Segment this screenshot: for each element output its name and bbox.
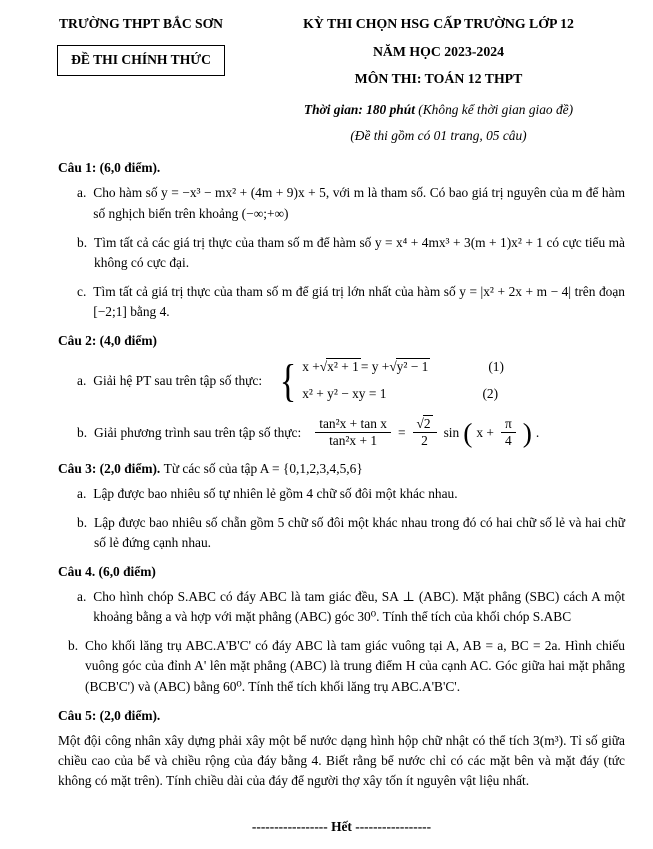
cau3-item-b: [58, 513, 625, 553]
sqrt-expression: [389, 357, 430, 377]
fraction: [413, 416, 437, 449]
duration-note: (Không kể thời gian giao đề): [418, 102, 574, 118]
cau4-item-a: [58, 587, 625, 627]
section-cau1: [58, 158, 625, 322]
item-marker: b.: [77, 514, 88, 530]
fraction: [315, 416, 391, 449]
item-marker: a.: [77, 185, 87, 201]
section-cau2: [58, 331, 625, 449]
item-text: Lập được bao nhiêu số chẵn gồm 5 chữ số đôi một khác nhau trong đó có hai chữ số lẻ và hai chữ số lẻ đứng cạnh nhau.: [94, 514, 625, 550]
item-marker: a.: [77, 372, 87, 388]
school-year: NĂM HỌC 2023-2024: [372, 43, 505, 59]
item-text: Lập được bao nhiêu số tự nhiên lẻ gồm 4 chữ số đôi một khác nhau.: [93, 485, 458, 501]
cau2-item-b: [58, 416, 625, 449]
item-marker: b.: [68, 638, 79, 654]
fraction-denominator: 2: [421, 433, 428, 449]
sqrt-expression: [417, 415, 433, 431]
cau5-text: Một đội công nhân xây dựng phải xây một bể nước dạng hình hộp chữ nhật có thể tích 3(m³). Tỉ số giữa chiều cao của bể và chiều rộng của đáy bằng 4. Biết rằng bể nước chỉ có các mặt bên và mặt đáy (tức không có mặt trên). Tính chiều dài của đáy để người thợ xây tốn ít nguyên vật liệu nhất.: [58, 732, 625, 788]
cau3-item-a: [58, 484, 625, 504]
equation-number: (2): [482, 386, 499, 402]
pages-note: (Đề thi gồm có 01 trang, 05 câu): [350, 128, 527, 144]
eq-part: x +: [302, 359, 320, 375]
equation-number: (1): [488, 359, 504, 375]
equation-system: [277, 355, 504, 407]
cau2-item-a: [58, 355, 625, 407]
end-divider: [58, 817, 625, 837]
sqrt-sign: √: [319, 359, 327, 375]
item-text: Tìm tất cả giá trị thực của tham số m để giá trị lớn nhất của hàm số y = |x² + 2x + m − 4| trên đoạn [−2;1] bằng 4.: [93, 283, 625, 319]
item-marker: a.: [77, 485, 87, 501]
equation-row-1: [302, 357, 504, 377]
eq-part: = y +: [360, 359, 390, 375]
fraction-numerator: π: [501, 416, 516, 433]
period: .: [535, 424, 540, 440]
cau1-heading: Câu 1: (6,0 điểm).: [58, 160, 161, 176]
header-right: [252, 8, 625, 146]
item-label: Giải phương trình sau trên tập số thực:: [94, 424, 302, 440]
eq-part: x +: [476, 424, 494, 440]
end-dashes-right: -----------------: [355, 819, 432, 835]
official-exam-box: ĐỀ THI CHÍNH THỨC: [57, 45, 225, 75]
fraction-denominator: 4: [505, 433, 512, 449]
sqrt-sign: √: [389, 359, 396, 375]
cau1-item-a: [58, 183, 625, 223]
header: [30, 8, 625, 146]
duration-line: [252, 100, 625, 120]
section-cau3: [58, 459, 625, 553]
item-marker: c.: [77, 283, 87, 299]
equation-row-2: [302, 384, 504, 404]
equals-sign: =: [397, 424, 406, 440]
cau3-heading-rest: Từ các số của tập A = {0,1,2,3,4,5,6}: [163, 460, 363, 476]
end-word: Hết: [331, 819, 352, 835]
item-text: Tìm tất cả các giá trị thực của tham số m để hàm số y = x⁴ + 4mx³ + 3(m + 1)x² + 1 có cực tiểu mà không có cực đại.: [94, 234, 625, 270]
fraction-numerator: [413, 416, 437, 433]
cau4-heading: Câu 4. (6,0 điểm): [58, 563, 156, 579]
section-cau4: [58, 562, 625, 697]
exam-body: [58, 158, 625, 837]
cau5-heading: Câu 5: (2,0 điểm).: [58, 707, 161, 723]
trig-equation: $\frac{\text{tan²x + tan x}}{\text{tan²x + 1}}$ = $\frac{√2}{2}$ sin ( x + $\frac{\pi}{4}$ ) .: [312, 416, 539, 449]
subject-line: MÔN THI: TOÁN 12 THPT: [354, 71, 523, 87]
system-brace: {: [279, 355, 297, 407]
system-rows: [302, 357, 504, 404]
radicand: 2: [423, 416, 431, 432]
cau4-item-b: [58, 636, 625, 696]
item-marker: b.: [77, 424, 88, 440]
cau2-heading: Câu 2: (4,0 điểm): [58, 333, 157, 349]
cau3-heading: [58, 459, 625, 479]
item-marker: a.: [77, 589, 87, 605]
exam-title: KỲ THI CHỌN HSG CẤP TRƯỜNG LỚP 12: [303, 16, 574, 31]
cau1-item-b: [58, 233, 625, 273]
cau3-heading-bold: Câu 3: (2,0 điểm).: [58, 460, 161, 476]
cau1-item-c: [58, 282, 625, 322]
radicand: y² − 1: [396, 359, 429, 375]
fraction-numerator: tan²x + tan x: [315, 416, 391, 433]
item-text: Cho khối lăng trụ ABC.A'B'C' có đáy ABC là tam giác vuông tại A, AB = a, BC = 2a. Hình chiếu vuông góc của đỉnh A' lên mặt phẳng (ABC) là trung điểm H của cạnh AC. Góc giữa hai mặt phẳng (BCB'C') và (ABC) bằng 60⁰. Tính thể tích khối lăng trụ ABC.A'B'C'.: [85, 638, 625, 694]
duration-bold: Thời gian: 180 phút: [303, 102, 415, 118]
item-text: Cho hàm số y = −x³ − mx² + (4m + 9)x + 5, với m là tham số. Có bao giá trị nguyên của m để hàm số nghịch biến trên khoảng (−∞;+∞): [93, 185, 625, 221]
school-name: TRƯỜNG THPT BẮC SƠN: [58, 16, 224, 31]
sqrt-expression: [320, 357, 361, 377]
section-cau5: [58, 706, 625, 791]
fraction: [501, 416, 516, 449]
header-left: [30, 8, 252, 76]
item-text: Cho hình chóp S.ABC có đáy ABC là tam giác đều, SA ⊥ (ABC). Mặt phẳng (SBC) cách A một khoảng bằng a và hợp với mặt phẳng (ABC) góc 30⁰. Tính thể tích của khối chóp S.ABC: [93, 589, 625, 625]
sqrt-sign: √: [416, 416, 423, 432]
radicand: x² + 1: [327, 359, 359, 375]
fraction-denominator: tan²x + 1: [329, 433, 378, 449]
end-dashes-left: -----------------: [251, 819, 328, 835]
item-label: Giải hệ PT sau trên tập số thực:: [93, 372, 263, 388]
item-marker: b.: [77, 234, 88, 250]
eq-part: x² + y² − xy = 1: [302, 386, 387, 402]
sin-label: sin: [443, 424, 460, 440]
